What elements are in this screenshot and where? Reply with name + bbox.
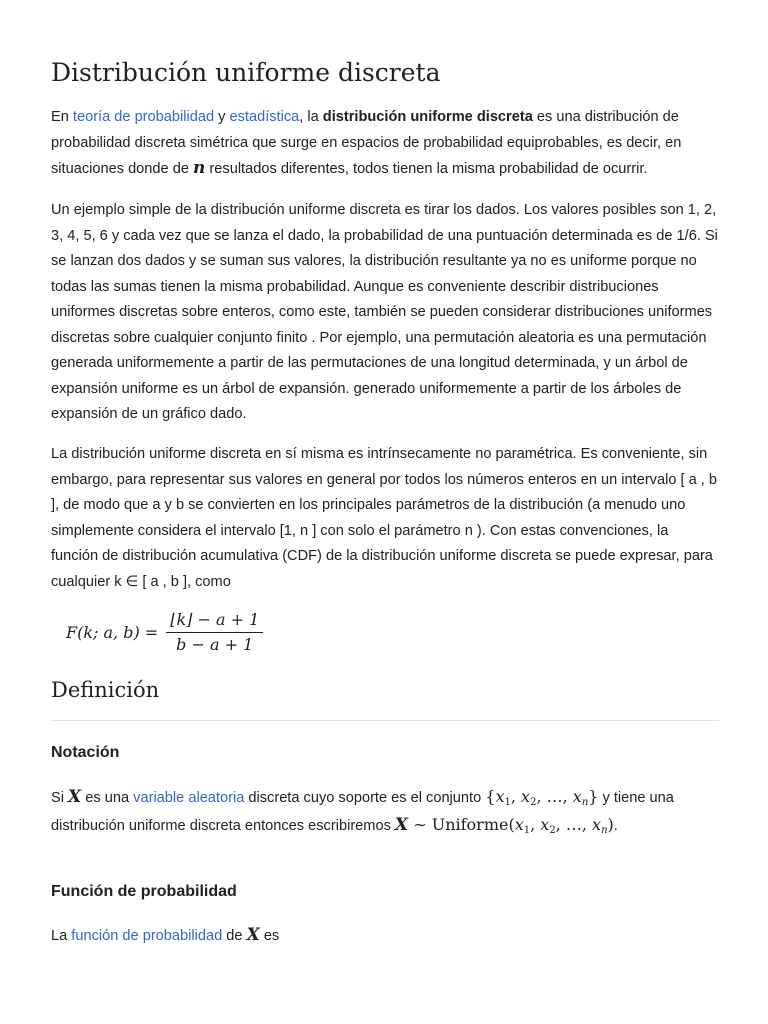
- notation-paragraph: Si X es una variable aleatoria discreta cuyo soporte es el conjunto {$x_1$, $x_2$, …, $x_n$} y tiene una distribución uniforme discreta entonces escribiremos X ∼ $Uniforme(x_1$, $x_2$, …, $x_n$).: [51, 787, 674, 836]
- math-x-2: X: [394, 814, 409, 835]
- math-n: n: [193, 158, 206, 178]
- link-variable-aleatoria[interactable]: variable aleatoria: [133, 790, 245, 806]
- subheading-funcion-de-probabilidad: Función de probabilidad: [51, 883, 237, 900]
- page-title: Distribución uniforme discreta: [51, 58, 441, 87]
- pmf-paragraph: La función de probabilidad de X es: [51, 925, 280, 945]
- intro-paragraph: En teoría de probabilidad y estadística, la distribución uniforme discreta es una distribución de probabilidad discreta simétrica que surge en espacios de probabilidad equiprobables, es decir, en situaciones donde de n resultados diferentes, todos tienen la misma probabilidad de ocurrir.: [51, 109, 682, 178]
- cdf-formula: [66, 604, 263, 660]
- formula-fraction: [166, 608, 263, 657]
- section-divider: [51, 720, 719, 721]
- link-funcion-de-probabilidad[interactable]: función de probabilidad: [71, 928, 223, 944]
- bold-term: distribución uniforme discreta: [322, 109, 533, 125]
- example-paragraph: Un ejemplo simple de la distribución uniforme discreta es tirar los dados. Los valores posibles son 1, 2, 3, 4, 5, 6 y cada vez que se lanza el dado, la probabilidad de una puntuación determinada es de 1/6. Si se lanzan dos dados y se suman sus valores, la distribución resultante ya no es uniforme porque no todas las sumas tienen la misma probabilidad. Aunque es conveniente describir distribuciones uniformes discretas sobre enteros, como este, también se pueden considerar distribuciones uniformes discretas sobre cualquier conjunto finito . Por ejemplo, una permutación aleatoria es una permutación generada uniformemente a partir de las permutaciones de una longitud determinada, y un árbol de expansión uniforme es un árbol de expansión. generado uniformemente a partir de los árboles de expansión de un gráfico dado.: [51, 202, 718, 422]
- math-x: X: [68, 787, 82, 807]
- formula-denominator: b − a + 1: [176, 634, 254, 654]
- parameters-paragraph: La distribución uniforme discreta en sí misma es intrínsecamente no paramétrica. Es conveniente, sin embargo, para representar sus valores en general por todos los números enteros en un intervalo [ a , b ], de modo que a y b se convierten en los principales parámetros de la distribución (a menudo uno simplemente considera el intervalo [1, n ] con solo el parámetro n ). Con estas convenciones, la función de distribución acumulativa (CDF) de la distribución uniforme discreta se puede expresar, para cualquier k ∈ [ a , b ], como: [51, 446, 718, 590]
- link-estadistica[interactable]: estadística: [229, 109, 300, 125]
- uniforme-operator: $Uniforme(x_1$, $x_2$, …, $x_n$): [431, 814, 614, 836]
- section-heading-definicion: Definición: [51, 678, 160, 702]
- link-teoria-de-probabilidad[interactable]: teoría de probabilidad: [72, 109, 215, 125]
- formula-numerator: ⌊k⌋ − a + 1: [170, 609, 260, 629]
- subheading-notacion: Notación: [51, 744, 120, 761]
- math-x-3: X: [246, 925, 260, 945]
- formula-lhs: F(k; a, b) =: [66, 622, 159, 642]
- support-set: {$x_1$, $x_2$, …, $x_n$}: [485, 787, 599, 808]
